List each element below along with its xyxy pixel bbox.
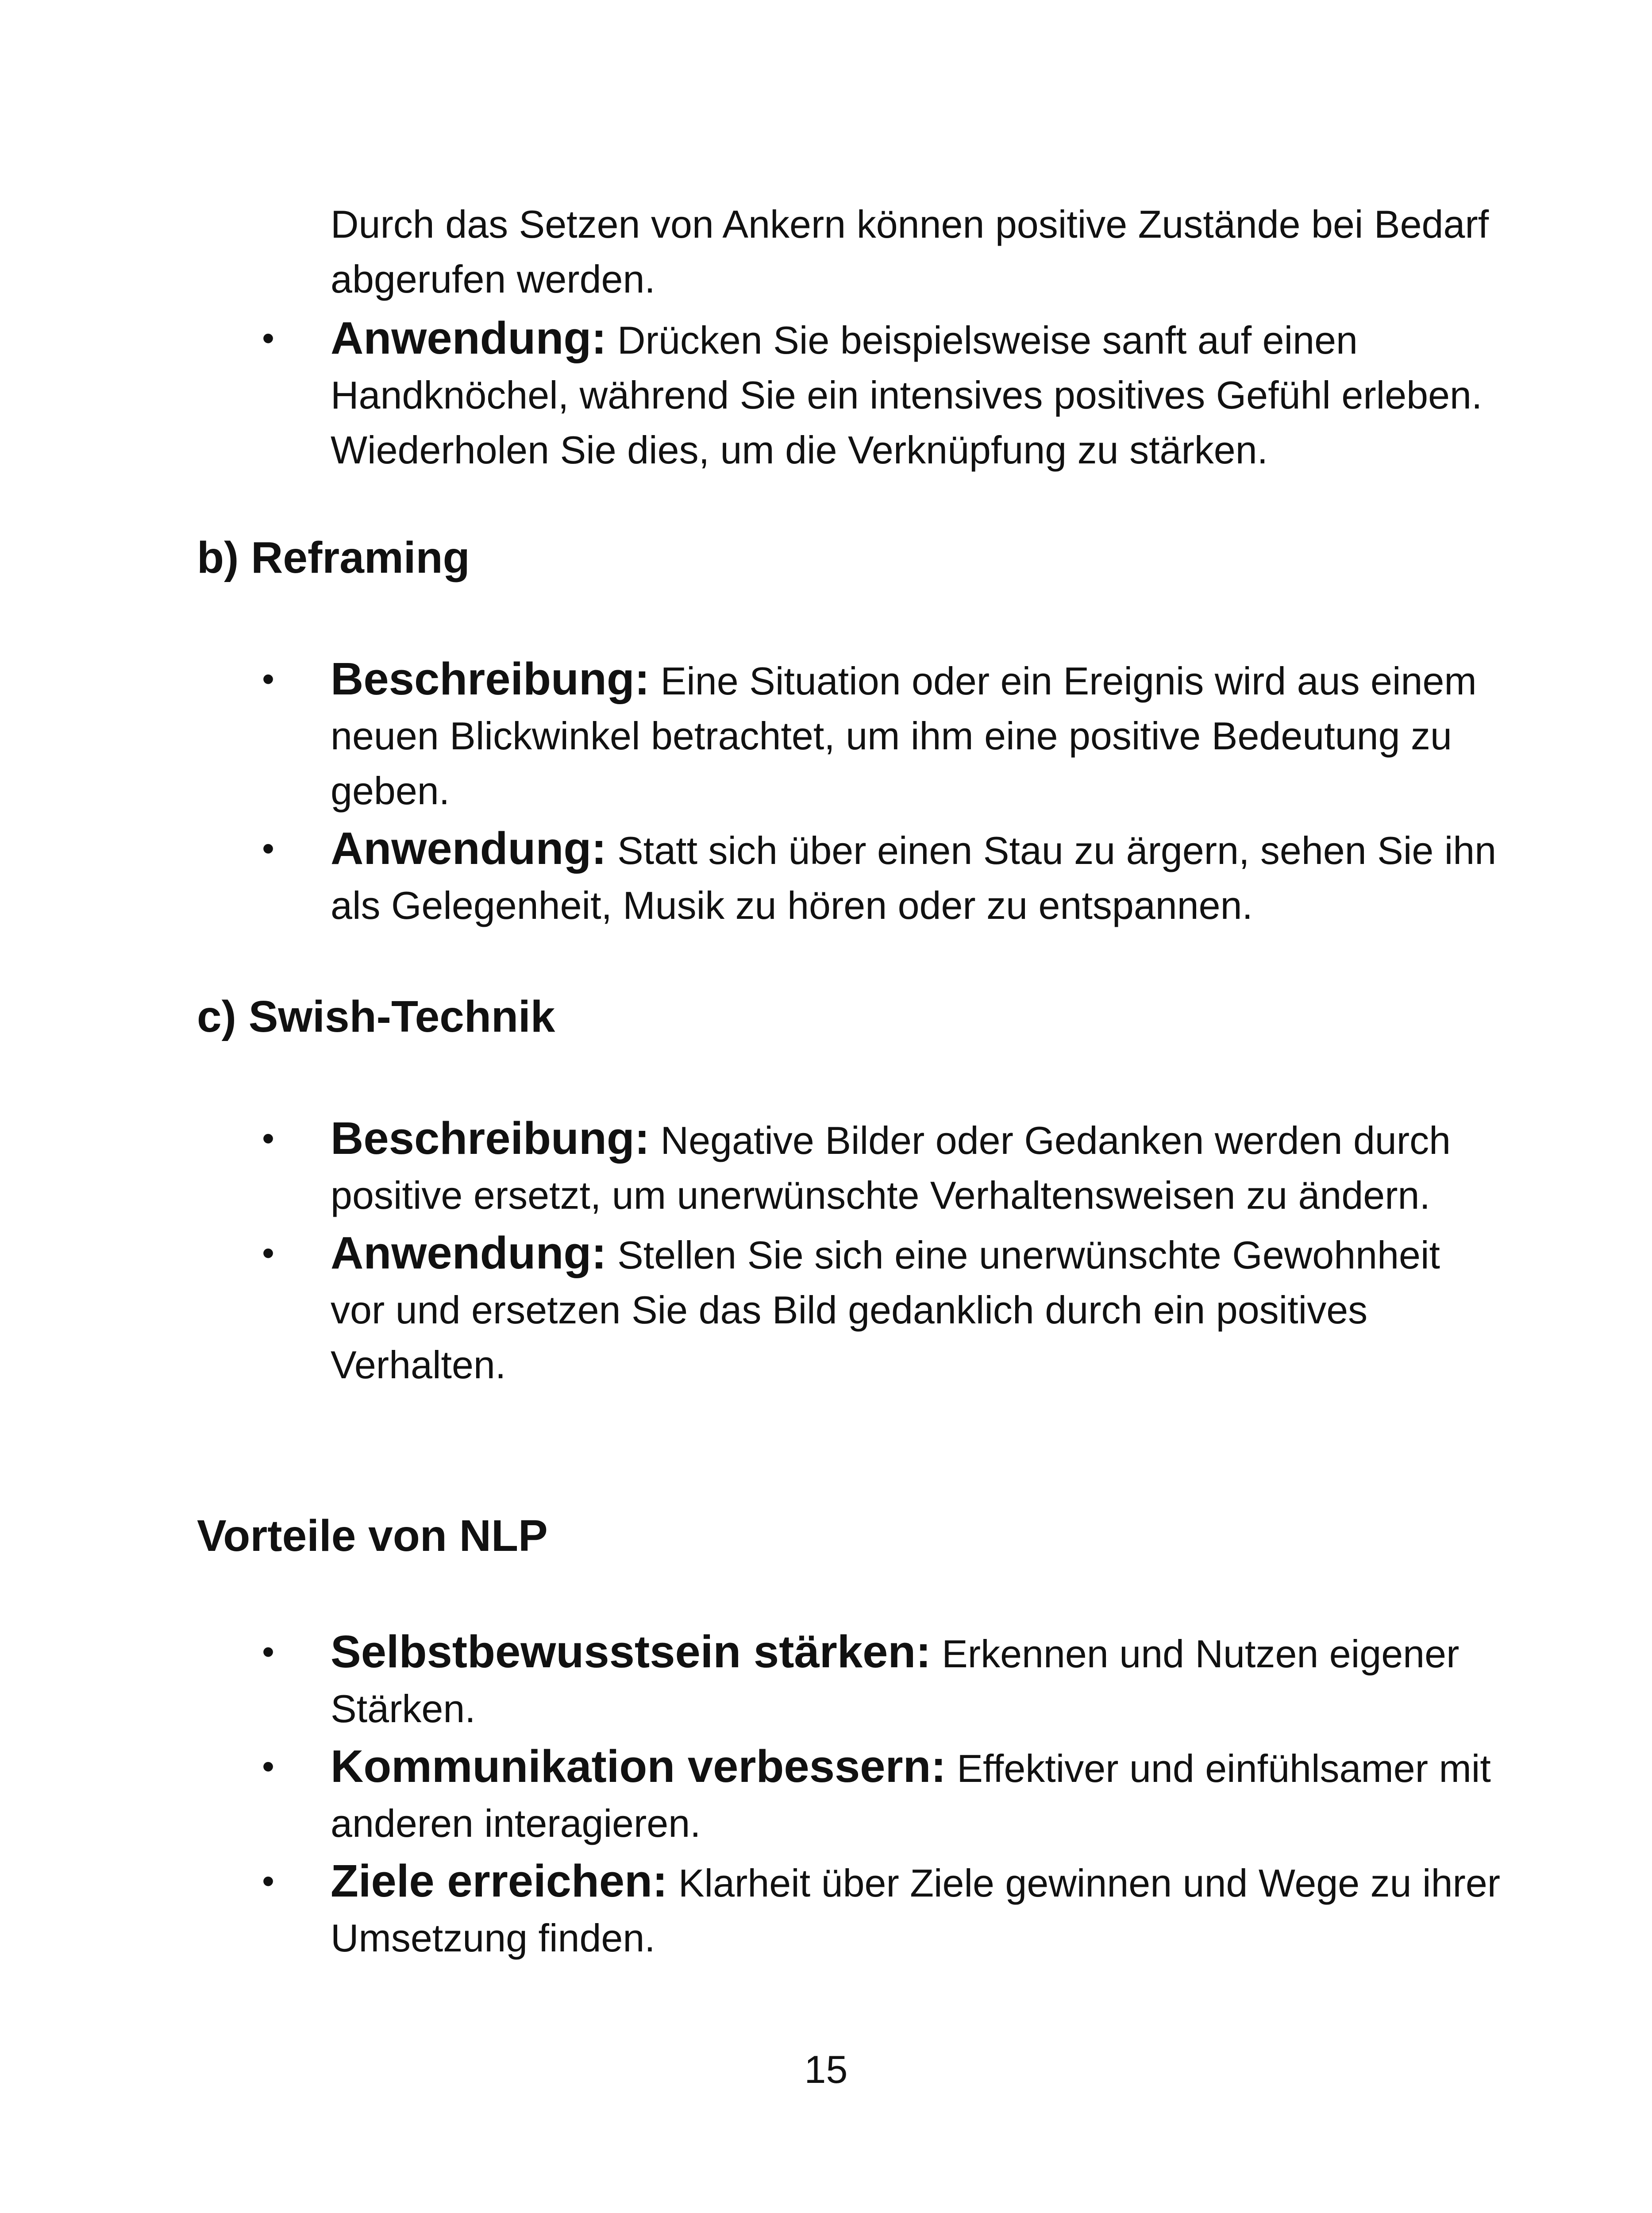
- list-item: [262, 1854, 1503, 1966]
- anchor-list: [262, 311, 1503, 480]
- page-number: 15: [804, 2047, 848, 2091]
- item-term: Anwendung:: [331, 823, 607, 874]
- bullet-icon: •: [262, 1233, 275, 1272]
- item-text: Klarheit über Ziele gewinnen und Wege zu ihrer Umsetzung finden.: [331, 1861, 1501, 1960]
- list-item: [262, 821, 1503, 933]
- section-heading-vorteile: Vorteile von NLP: [197, 1511, 548, 1561]
- section-heading-swish: c) Swish-Technik: [197, 992, 555, 1041]
- item-term: Ziele erreichen:: [331, 1855, 668, 1906]
- intro-paragraph: Durch das Setzen von Ankern können positive Zustände bei Bedarf abgerufen werden.: [331, 202, 1489, 301]
- bullet-icon: •: [262, 659, 275, 698]
- bullet-icon: •: [262, 1746, 275, 1786]
- item-text: Stellen Sie sich eine unerwünschte Gewohnheit vor und ersetzen Sie das Bild gedanklich durch ein positives Verhalten.: [331, 1233, 1440, 1387]
- list-item: [262, 652, 1503, 818]
- item-term: Anwendung:: [331, 312, 607, 363]
- list-item: [262, 311, 1503, 478]
- bullet-icon: •: [262, 1632, 275, 1671]
- item-term: Kommunikation verbessern:: [331, 1741, 946, 1792]
- item-term: Beschreibung:: [331, 1113, 650, 1164]
- item-text: Eine Situation oder ein Ereignis wird aus einem neuen Blickwinkel betrachtet, um ihm eine positive Bedeutung zu geben.: [331, 659, 1477, 813]
- list-item: [262, 1739, 1503, 1851]
- item-term: Selbstbewusstsein stärken:: [331, 1626, 931, 1677]
- list-item: [262, 1111, 1503, 1223]
- bullet-icon: •: [262, 829, 275, 868]
- item-text: Negative Bilder oder Gedanken werden durch positive ersetzt, um unerwünschte Verhaltensweisen zu ändern.: [331, 1118, 1451, 1217]
- item-term: Anwendung:: [331, 1227, 607, 1278]
- item-text: Statt sich über einen Stau zu ärgern, sehen Sie ihn als Gelegenheit, Musik zu hören oder zu entspannen.: [331, 829, 1497, 927]
- item-text: Effektiver und einfühlsamer mit anderen interagieren.: [331, 1746, 1491, 1845]
- item-text: Erkennen und Nutzen eigener Stärken.: [331, 1632, 1459, 1731]
- list-item: [262, 1624, 1503, 1736]
- swish-list: [262, 1111, 1503, 1395]
- reframing-list: [262, 652, 1503, 936]
- item-term: Beschreibung:: [331, 653, 650, 704]
- bullet-icon: •: [262, 1118, 275, 1158]
- section-heading-reframing: b) Reframing: [197, 533, 470, 582]
- item-text: Drücken Sie beispielsweise sanft auf einen Handknöchel, während Sie ein intensives positives Gefühl erleben. Wiederholen Sie dies, um die Verknüpfung zu stärken.: [331, 318, 1483, 472]
- bullet-icon: •: [262, 318, 275, 358]
- bullet-icon: •: [262, 1861, 275, 1901]
- vorteile-list: [262, 1624, 1503, 1968]
- list-item: [262, 1226, 1503, 1392]
